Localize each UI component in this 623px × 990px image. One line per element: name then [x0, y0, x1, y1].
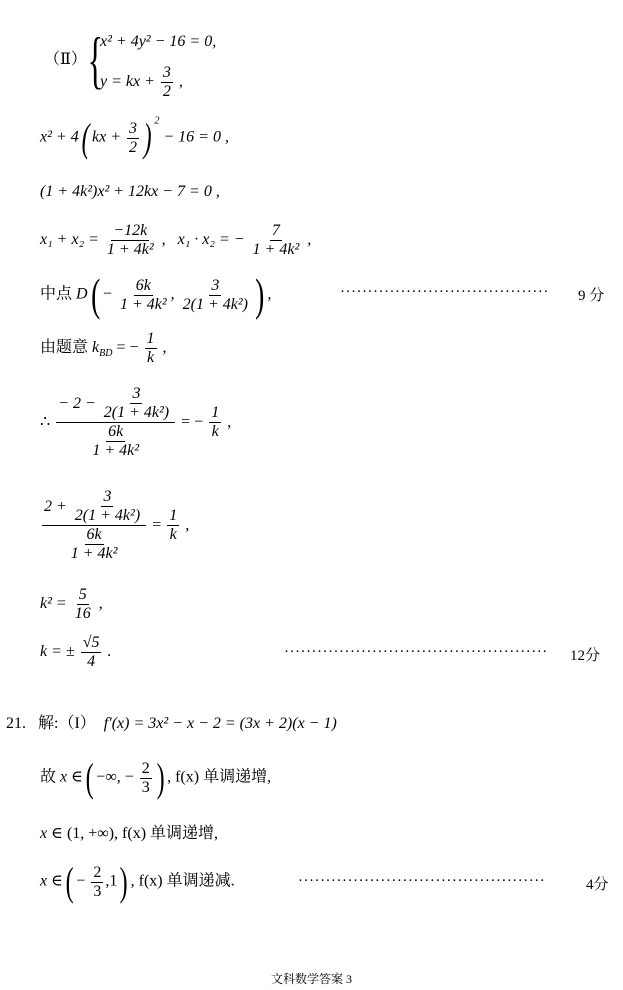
k-result: k = ± $\frac{√5}{4}$ . — [40, 634, 112, 670]
question-21-line: 21. 解:（I） f′(x) = 3x² − x − 2 = (3x + 2)(x − 1) — [6, 715, 337, 732]
quadratic-equation: (1 + 4k²)x² + 12kx − 7 = 0 , — [40, 183, 220, 200]
system-equation-1: x² + 4y² − 16 = 0, — [100, 33, 217, 50]
score-9: 9 分 — [578, 288, 605, 304]
vieta-relations: x₁ + x₂ = $\frac{-12k}{\text{1 + 4k²}}$ , x₁ · x₂ = − $\frac{7}{\text{1 + 4k²}}$ , — [40, 222, 312, 258]
k-squared-result: k² = $\frac{5}{16}$ , — [40, 586, 103, 622]
page-footer: 文科数学答案 3 — [270, 972, 352, 986]
system-equation-2: y = kx + $\frac{3}{2}$ , — [100, 64, 183, 100]
midpoint-line: 中点 D( − $\frac{6k}{\text{1 + 4k²}}$ , $\frac{3}{\text{2(1 + 4k²)}}$ ) , — [40, 269, 272, 320]
slope-condition: 由题意 $k_{BD}$ = − $\frac{1}{k}$ , — [40, 330, 167, 366]
part-label: （Ⅱ） — [44, 51, 87, 68]
ratio-equation: 2 + $\frac{3}{\text{2(1 + 4k²)}}$ $\frac{6k}{\text{1 + 4k²}}$ = $\frac{1}{k}$ , — [44, 488, 190, 562]
score-dots-4: ············································· — [298, 873, 546, 889]
increasing-interval-2: x ∈ (1, +∞), f(x) 单调递增, — [40, 825, 219, 842]
decreasing-interval: x ∈( − $\frac{2}{3}$ ,1) , f(x) 单调递减. — [40, 859, 235, 904]
system-brace: { — [87, 24, 104, 95]
score-dots-12: ················································ — [284, 644, 548, 660]
score-4: 4分 — [586, 877, 609, 893]
increasing-interval-1: 故 x ∈( −∞, − $\frac{2}{3}$ ) , f(x) 单调递增, — [40, 755, 272, 800]
therefore-equation: ∴ − 2 − $\frac{3}{\text{2(1 + 4k²)}}$ $\frac{6k}{\text{1 + 4k²}}$ = − $\frac{1}{k}$ , — [40, 385, 232, 459]
substitution-equation: x² + 4( kx + $\frac{3}{2}$ ) $^2$ − 16 = 0 , — [40, 115, 229, 160]
score-12: 12分 — [570, 648, 601, 664]
score-dots-9: ······································ — [340, 284, 549, 300]
